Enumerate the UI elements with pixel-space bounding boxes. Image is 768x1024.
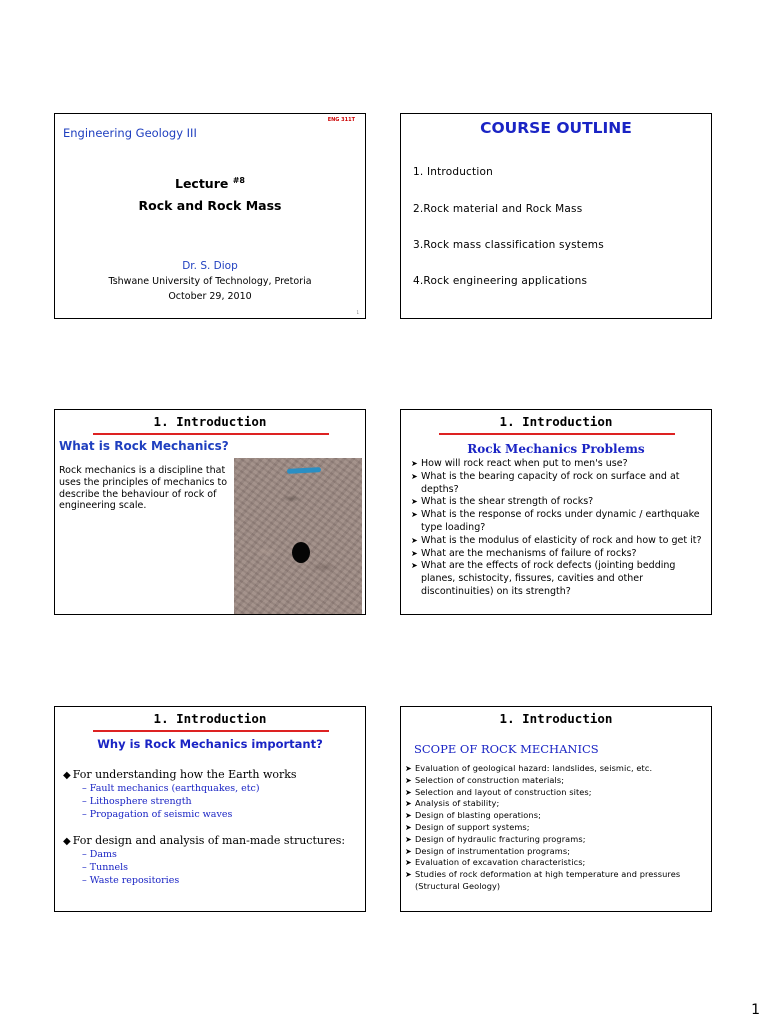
slide-subtitle: Why is Rock Mechanics important? [97,737,323,751]
list-item: ➤ What is the bearing capacity of rock on surface and at depths? [411,470,680,495]
course-title: Engineering Geology III [63,126,197,140]
slide-subtitle: Rock Mechanics Problems [467,442,645,456]
scope-list [405,763,709,893]
rock-photo [234,458,362,614]
arrowhead-icon: ➤ [405,787,412,797]
arrowhead-icon: ➤ [405,811,412,821]
slide-course-outline [400,113,712,319]
list-item: ➤ Design of instrumentation programs; [405,845,571,856]
list-item: ➤ Analysis of stability; [405,798,500,809]
sub-item: – Lithosphere strength [82,796,192,807]
group-heading: ◆ For design and analysis of man-made structures: [63,834,346,847]
arrowhead-icon: ➤ [411,548,418,558]
outline-item: 1. Introduction [413,166,493,178]
problem-list [411,458,709,599]
group-heading: ◆ For understanding how the Earth works [63,768,297,781]
title-underline [439,433,675,435]
slide-why-important [54,706,366,912]
section-title: 1. Introduction [499,414,613,429]
slide-subtitle: SCOPE OF ROCK MECHANICS [414,742,599,756]
outline-title: COURSE OUTLINE [480,119,632,137]
slide-title [54,113,366,319]
lecture-date: October 29, 2010 [168,291,252,302]
outline-item: 3.Rock mass classification systems [413,239,604,251]
arrowhead-icon: ➤ [405,799,412,809]
list-item: ➤ Selection of construction materials; [405,774,565,785]
list-item: ➤ What is the response of rocks under dynamic / earthquake type loading? [411,509,700,533]
list-item: ➤ What are the mechanisms of failure of rocks? [411,547,637,559]
list-item: ➤ Evaluation of excavation characteristics; [405,857,586,868]
diamond-icon: ◆ [63,770,71,781]
outline-item: 2.Rock material and Rock Mass [413,203,583,215]
slide-rock-mechanics-problems [400,409,712,615]
slide-scope [400,706,712,912]
arrowhead-icon: ➤ [405,834,412,844]
pen-scale-marker [287,467,321,474]
diamond-icon: ◆ [63,836,71,847]
title-underline [93,730,329,732]
lecture-label: Lecture [174,176,229,192]
slide-number: 1 [356,310,359,315]
title-underline [93,433,329,435]
section-title: 1. Introduction [499,711,613,726]
arrowhead-icon: ➤ [411,471,418,481]
sub-item: – Propagation of seismic waves [82,809,233,820]
list-item: ➤ Design of support systems; [405,821,530,832]
list-item: ➤ How will rock react when put to men's use? [411,458,628,469]
list-item: ➤ Selection and layout of construction sites; [405,786,592,797]
list-item: ➤ Design of hydraulic fracturing programs; [405,833,586,844]
author: Dr. S. Diop [182,260,238,272]
arrowhead-icon: ➤ [405,764,412,773]
list-item: ➤ Evaluation of geological hazard: landslides, seismic, etc. [405,763,653,773]
course-code: ENG 311T [327,117,355,123]
list-item: ➤ What is the modulus of elasticity of rock and how to get it? [411,534,702,546]
arrowhead-icon: ➤ [411,510,418,520]
section-title: 1. Introduction [153,414,267,429]
slide-what-is-rock-mechanics [54,409,366,615]
arrowhead-icon: ➤ [405,846,412,856]
arrowhead-icon: ➤ [411,535,418,545]
section-title: 1. Introduction [153,711,267,726]
outline-item: 4.Rock engineering applications [413,275,588,287]
sub-item: – Waste repositories [82,875,180,886]
list-item: ➤ Design of blasting operations; [405,810,541,821]
arrowhead-icon: ➤ [405,775,412,785]
lens-cap-scale-marker [292,542,310,563]
lecture-heading [55,176,365,191]
list-item: ➤ What are the effects of rock defects (jointing bedding planes, schistocity, fissures, cavities and other discontinuities) on its strength? [411,560,676,597]
slide-question: What is Rock Mechanics? [59,439,229,453]
sub-item: – Dams [82,849,117,860]
arrowhead-icon: ➤ [411,561,418,571]
sub-item: – Fault mechanics (earthquakes, etc) [82,783,260,794]
arrowhead-icon: ➤ [405,858,412,868]
arrowhead-icon: ➤ [411,497,418,507]
list-item: ➤ What is the shear strength of rocks? [411,496,594,508]
sub-item: – Tunnels [82,862,128,873]
page-number: 1 [751,1002,760,1018]
lecture-subject: Rock and Rock Mass [138,198,282,213]
university: Tshwane University of Technology, Pretoria [108,276,312,287]
arrowhead-icon: ➤ [411,459,418,468]
arrowhead-icon: ➤ [405,822,412,832]
arrowhead-icon: ➤ [405,870,412,880]
list-item: ➤ Studies of rock deformation at high temperature and pressures (Structural Geology) [405,869,681,891]
definition-text: Rock mechanics is a discipline that uses the principles of mechanics to describe the behaviour of rock of engineering scale. [59,465,228,512]
lecture-number: #8 [232,176,245,185]
